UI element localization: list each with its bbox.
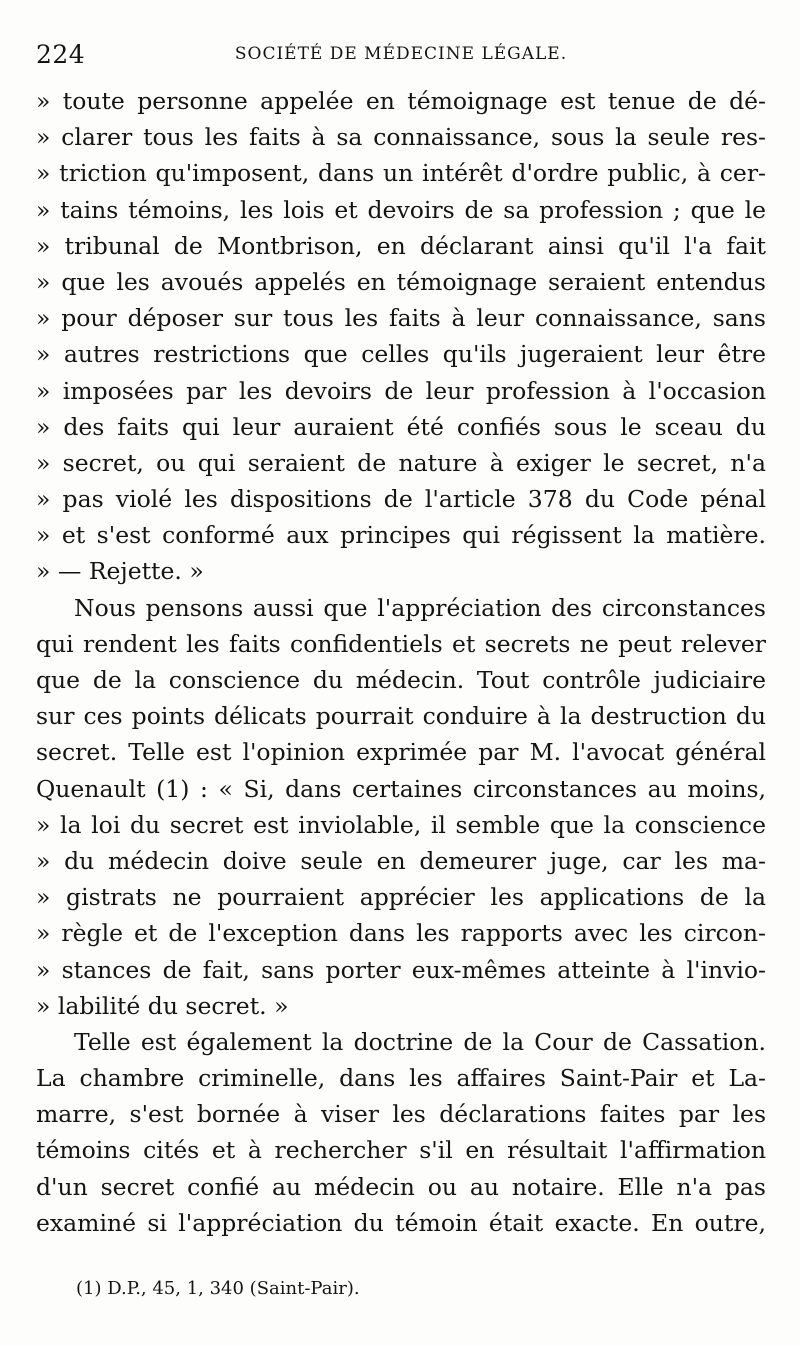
text-line: secret. Telle est l'opinion exprimée par M. l'avocat général bbox=[36, 738, 766, 767]
text-line: » toute personne appelée en témoignage est tenue de dé- bbox=[36, 87, 766, 115]
page-header bbox=[36, 40, 766, 72]
text-line: » tribunal de Montbrison, en déclarant ainsi qu'il l'a fait bbox=[36, 231, 766, 260]
running-title: SOCIÉTÉ DE MÉDECINE LÉGALE. bbox=[234, 44, 568, 64]
text-line: » secret, ou qui seraient de nature à exiger le secret, n'a bbox=[36, 448, 766, 477]
text-line: » stances de fait, sans porter eux-mêmes atteinte à l'invio- bbox=[36, 955, 766, 984]
text-line: » gistrats ne pourraient apprécier les applications de la bbox=[36, 883, 766, 912]
text-line: que de la conscience du médecin. Tout contrôle judiciaire bbox=[36, 666, 766, 694]
text-line: » pas violé les dispositions de l'article 378 du Code pénal bbox=[36, 485, 766, 514]
paragraph-start-line: Nous pensons aussi que l'appréciation des circonstances bbox=[74, 593, 766, 622]
text-line: » autres restrictions que celles qu'ils jugeraient leur être bbox=[36, 340, 766, 369]
text-line: examiné si l'appréciation du témoin était exacte. En outre, bbox=[36, 1208, 766, 1237]
text-line: » des faits qui leur auraient été confiés sous le sceau du bbox=[36, 412, 766, 441]
text-line: témoins cités et à rechercher s'il en résultait l'affirmation bbox=[36, 1136, 766, 1165]
text-line: La chambre criminelle, dans les affaires Saint-Pair et La- bbox=[36, 1064, 766, 1093]
paragraph-start-line: Telle est également la doctrine de la Cour de Cassation. bbox=[74, 1027, 766, 1056]
text-line: » labilité du secret. » bbox=[36, 991, 289, 1020]
text-line: » triction qu'imposent, dans un intérêt d'ordre public, à cer- bbox=[36, 159, 766, 188]
text-line: » règle et de l'exception dans les rapports avec les circon- bbox=[36, 919, 766, 948]
text-line: sur ces points délicats pourrait conduire à la destruction du bbox=[36, 702, 766, 731]
text-line: » imposées par les devoirs de leur profession à l'occasion bbox=[36, 376, 766, 405]
text-line: d'un secret confié au médecin ou au notaire. Elle n'a pas bbox=[36, 1172, 766, 1201]
text-line: » que les avoués appelés en témoignage seraient entendus bbox=[36, 267, 766, 296]
body-text bbox=[36, 83, 766, 1241]
text-line: » du médecin doive seule en demeurer juge, car les ma- bbox=[36, 846, 766, 875]
text-line: » et s'est conformé aux principes qui régissent la matière. bbox=[36, 521, 766, 550]
page-number: 224 bbox=[36, 40, 86, 69]
text-line: » — Rejette. » bbox=[36, 557, 204, 586]
text-line: » clarer tous les faits à sa connaissance, sous la seule res- bbox=[36, 123, 766, 152]
text-line: marre, s'est bornée à viser les déclarations faites par les bbox=[36, 1100, 766, 1129]
text-line: » tains témoins, les lois et devoirs de sa profession ; que le bbox=[36, 195, 766, 224]
text-line: Quenault (1) : « Si, dans certaines circonstances au moins, bbox=[36, 774, 766, 803]
footnote: (1) D.P., 45, 1, 340 (Saint-Pair). bbox=[76, 1278, 360, 1299]
text-line: » la loi du secret est inviolable, il semble que la conscience bbox=[36, 810, 766, 839]
text-line: qui rendent les faits confidentiels et secrets ne peut relever bbox=[36, 629, 766, 658]
text-line: » pour déposer sur tous les faits à leur connaissance, sans bbox=[36, 304, 766, 333]
